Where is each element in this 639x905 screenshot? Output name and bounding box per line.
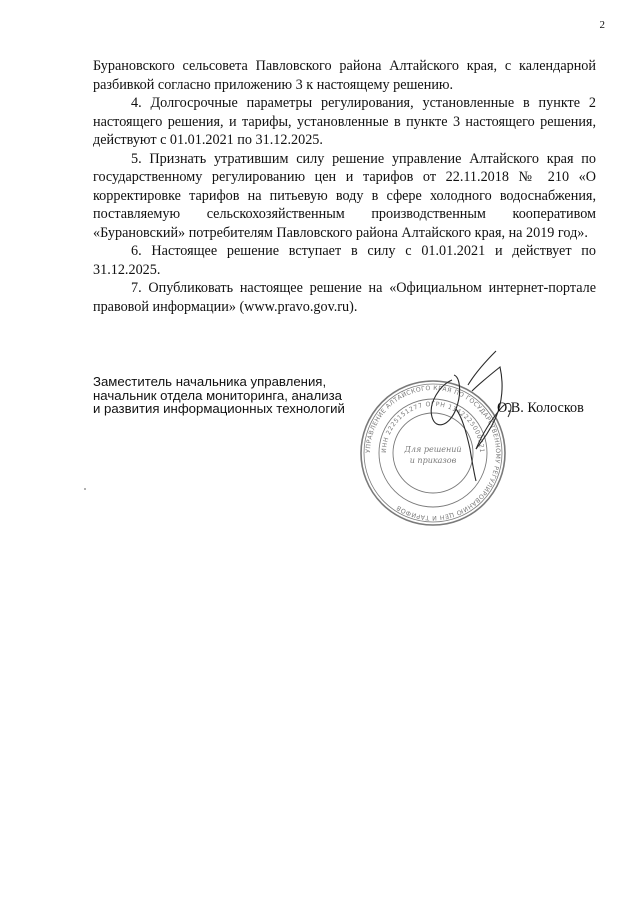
- paragraph-item-7: 7. Опубликовать настоящее решение на «Официальном интернет-портале правовой информации» (www.pravo.gov.ru).: [93, 280, 596, 315]
- stamp-inner-text: ИНН 2225151277 ОГРН 1142225000021: [380, 400, 486, 454]
- paragraph-continuation: Бурановского сельсовета Павловского района Алтайского края, с календарной разбивкой согласно приложению 3 к настоящему решению.: [93, 58, 596, 93]
- scan-speck: [84, 488, 86, 490]
- signatory-title-line: начальник отдела мониторинга, анализа: [93, 387, 342, 403]
- signatory-title: [93, 375, 363, 416]
- stamp-center-line-1: Для решений: [404, 445, 462, 454]
- paragraph-item-6: 6. Настоящее решение вступает в силу с 01.01.2021 и действует по 31.12.2025.: [93, 243, 596, 278]
- paragraph-item-4: 4. Долгосрочные параметры регулирования, установленные в пункте 2 настоящего решения, и тарифы, установленные в пункте 3 настоящего решения, действуют с 01.01.2021 по 31.12.2025.: [93, 95, 596, 148]
- page-number: 2: [599, 19, 605, 31]
- paragraph-item-5: 5. Признать утратившим силу решение управление Алтайского края по государственному регулированию цен и тарифов от 22.11.2018 № 210 «О корректировке тарифов на питьевую воду в сфере холодного водоснабжения, поставляемую сельскохозяйственным производственным кооперативом «Бурановский» потребителям Павловского района Алтайского края, на 2019 год».: [93, 150, 596, 241]
- stamp-outer-text: УПРАВЛЕНИЕ АЛТАЙСКОГО КРАЯ ПО ГОСУДАРСТВЕННОМУ РЕГУЛИРОВАНИЮ ЦЕН И ТАРИФОВ: [364, 384, 502, 522]
- signatory-title-line: Заместитель начальника управления,: [93, 374, 327, 389]
- signatory-name: О.В. Колосков: [497, 400, 584, 416]
- document-body: [93, 57, 596, 316]
- stamp-center-line-2: и приказов: [409, 456, 457, 465]
- signatory-title-line: и развития информационных технологий: [93, 401, 345, 417]
